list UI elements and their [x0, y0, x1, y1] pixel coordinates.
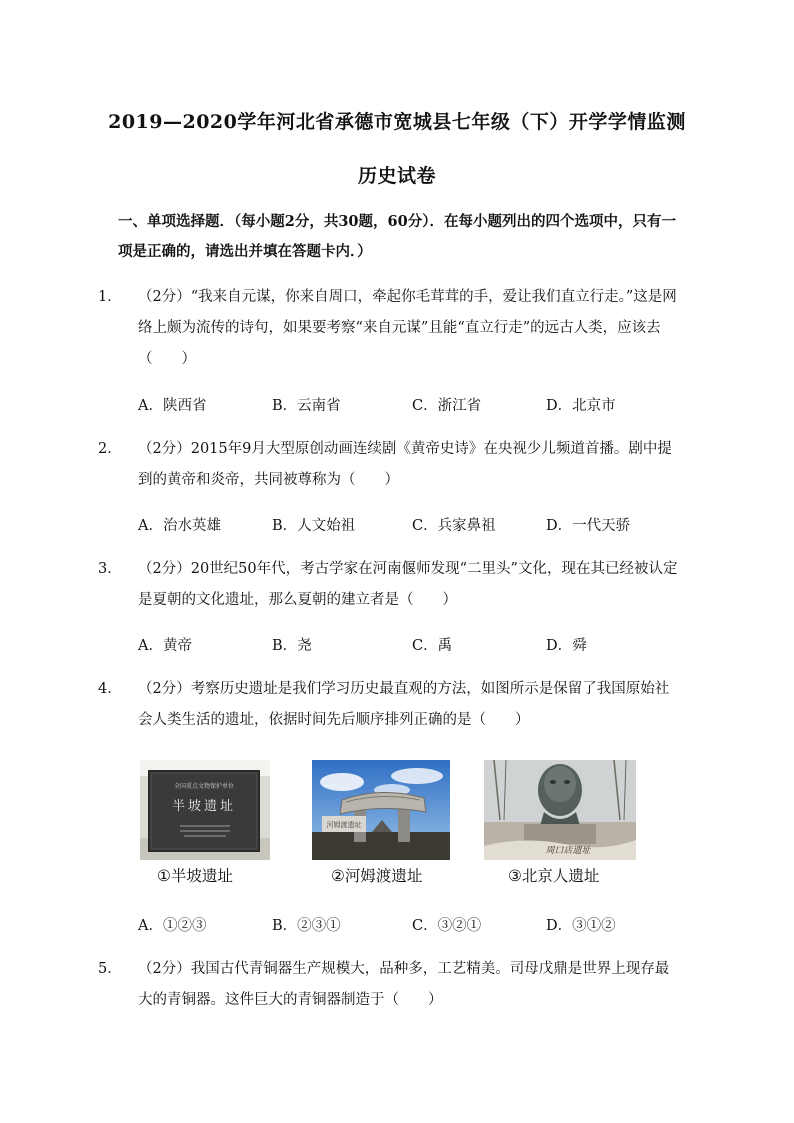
hemudu-sign-text: 河姆渡遗址 — [326, 821, 362, 829]
question-2 — [98, 434, 678, 496]
question-number: 1． — [98, 289, 122, 305]
question-5 — [98, 954, 678, 1016]
question-text: （2分）20世纪50年代，考古学家在河南偃师发现“二里头”文化，现在其已经被认定是夏朝的文化遗址，那么夏朝的建立者是（ ） — [138, 561, 678, 608]
hemudu-site-photo — [312, 760, 450, 860]
option-a[interactable]: A．陕西省 — [138, 398, 207, 414]
peking-man-site-illustration — [484, 760, 636, 860]
question-text: （2分）我国古代青铜器生产规模大，品种多，工艺精美。司母戊鼎是世界上现存最大的青铜器。这件巨大的青铜器制造于（ ） — [138, 961, 670, 1008]
option-d[interactable]: D．一代天骄 — [546, 518, 631, 534]
photo-caption-1: ①半坡遗址 — [157, 867, 233, 885]
option-b[interactable]: B．云南省 — [272, 398, 341, 414]
photo-caption-2: ②河姆渡遗址 — [331, 867, 423, 885]
banpo-sign-big-text: 半坡遗址 — [171, 799, 237, 814]
option-c[interactable]: C．③②① — [412, 918, 482, 934]
exam-title-line2: 历史试卷 — [357, 165, 436, 187]
question-number: 5． — [98, 961, 122, 977]
banpo-site-photo — [140, 760, 270, 860]
section-heading: 一、单项选择题．（每小题2分，共30题，60分）．在每小题列出的四个选项中，只有一项是正确的，请选出并填在答题卡内．） — [118, 213, 676, 260]
option-c[interactable]: C．禹 — [412, 638, 453, 654]
banpo-sign-small-text: 全国重点文物保护单位 — [173, 783, 235, 790]
question-3 — [98, 554, 678, 616]
question-3-options — [138, 634, 678, 658]
question-number: 3． — [98, 561, 122, 577]
question-2-options — [138, 514, 678, 538]
question-1-options — [138, 394, 678, 418]
question-text: （2分）考察历史遗址是我们学习历史最直观的方法，如图所示是保留了我国原始社会人类生活的遗址，依据时间先后顺序排列正确的是（ ） — [138, 681, 670, 728]
question-number: 4． — [98, 681, 122, 697]
question-1 — [98, 282, 678, 375]
option-b[interactable]: B．人文始祖 — [272, 518, 356, 534]
option-d[interactable]: D．③①② — [546, 918, 616, 934]
question-text: （2分）“我来自元谋，你来自周口，牵起你毛茸茸的手，爱让我们直立行走。”这是网络上颇为流传的诗句，如果要考察“来自元谋”且能“直立行走”的远古人类，应该去（ ） — [138, 289, 677, 367]
option-b[interactable]: B．②③① — [272, 918, 341, 934]
banpo-site-illustration — [140, 760, 270, 860]
option-d[interactable]: D．北京市 — [546, 398, 616, 414]
option-d[interactable]: D．舜 — [546, 638, 587, 654]
option-b[interactable]: B．尧 — [272, 638, 312, 654]
peking-man-site-photo — [484, 760, 636, 860]
question-4-options — [138, 914, 678, 938]
photo-caption-3: ③北京人遗址 — [508, 867, 600, 885]
option-c[interactable]: C．浙江省 — [412, 398, 482, 414]
zhoukoudian-sign-text: 周口店遗址 — [545, 846, 591, 856]
option-a[interactable]: A．黄帝 — [138, 638, 192, 654]
question-number: 2． — [98, 441, 122, 457]
exam-title-line1: 2019—2020学年河北省承德市宽城县七年级（下）开学学情监测 — [108, 111, 686, 133]
option-a[interactable]: A．①②③ — [138, 918, 207, 934]
question-text: （2分）2015年9月大型原创动画连续剧《黄帝史诗》在央视少儿频道首播。剧中提到的黄帝和炎帝，共同被尊称为（ ） — [138, 441, 672, 488]
option-c[interactable]: C．兵家鼻祖 — [412, 518, 496, 534]
question-4 — [98, 674, 678, 736]
hemudu-site-illustration — [312, 760, 450, 860]
option-a[interactable]: A．治水英雄 — [138, 518, 221, 534]
